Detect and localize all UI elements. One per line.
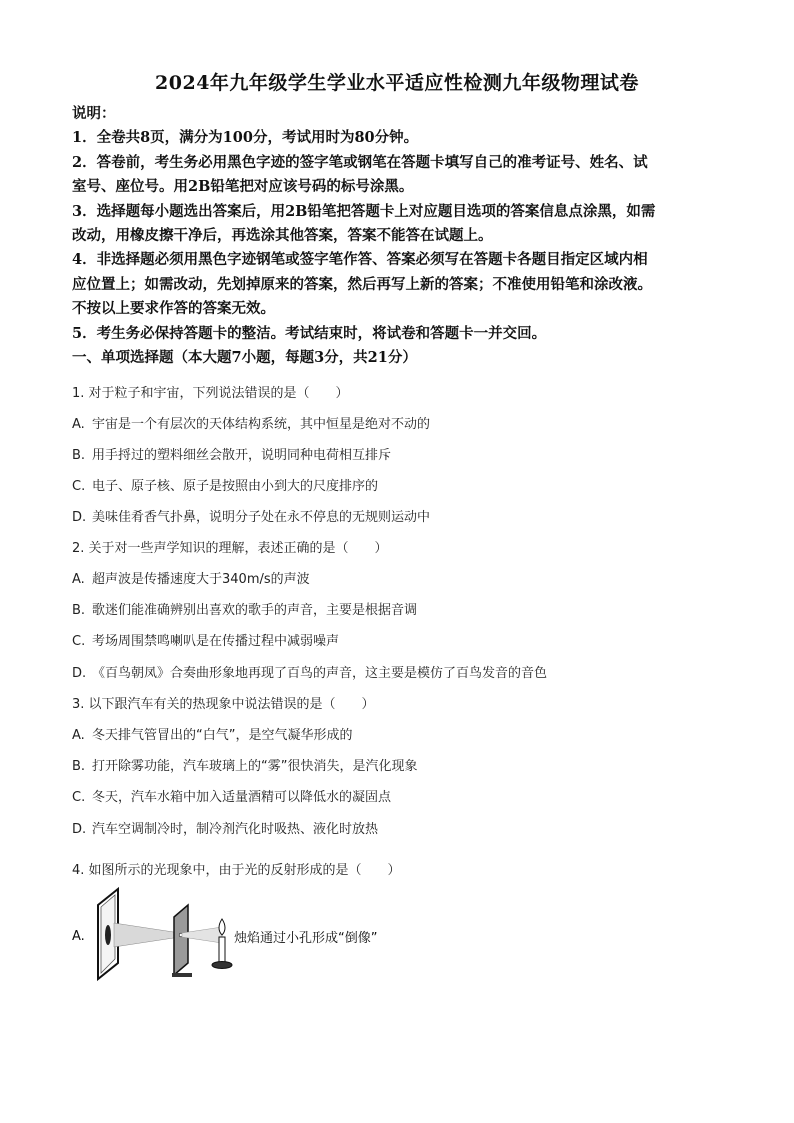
inverted-image-shape (105, 925, 111, 945)
option-label: A. (72, 929, 85, 944)
question-1-option-b (72, 444, 391, 463)
instruction-line: 5．考生务必保持答题卡的整洁。考试结束时，将试卷和答题卡一并交回。 (72, 324, 547, 342)
pinhole-camera-illustration (92, 885, 252, 985)
question-4-stem: 4. 如图所示的光现象中，由于光的反射形成的是（ ） (72, 863, 401, 878)
instructions-heading: 说明： (72, 105, 116, 122)
option-label: A. (72, 572, 85, 587)
instruction-line: 3．选择题每小题选出答案后，用2B铅笔把答题卡上对应题目选项的答案信息点涂黑，如需 (72, 202, 656, 220)
instruction-line: 1．全卷共8页，满分为100分，考试用时为80分钟。 (72, 129, 419, 147)
option-text: 《百鸟朝凤》合奏曲形象地再现了百鸟的声音，这主要是模仿了百鸟发音的音色 (92, 666, 548, 681)
pinhole-figure (72, 885, 472, 985)
option-text: 打开除雾功能，汽车玻璃上的“雾”很快消失，是汽化现象 (92, 759, 418, 774)
instruction-line: 改动，用橡皮擦干净后，再选涂其他答案，答案不能答在试题上。 (72, 227, 493, 245)
option-label: C. (72, 634, 86, 649)
instruction-line: 4．非选择题必须用黑色字迹钢笔或签字笔作答、答案必须写在答题卡各题目指定区域内相 (72, 251, 648, 269)
option-text: 美味佳肴香气扑鼻，说明分子处在永不停息的无规则运动中 (92, 510, 431, 525)
candle-flame-shape (219, 919, 225, 935)
instruction-line: 应位置上；如需改动，先划掉原来的答案，然后再写上新的答案；不准使用铅笔和涂改液。 (72, 275, 652, 293)
question-3-option-d (72, 818, 378, 837)
option-label: A. (72, 728, 85, 743)
option-label: D. (72, 666, 87, 681)
option-label: D. (72, 510, 87, 525)
question-1-option-a (72, 413, 430, 432)
question-3-option-c (72, 786, 391, 805)
question-3-option-a (72, 724, 352, 743)
question-3-stem: 3. 以下跟汽车有关的热现象中说法错误的是（ ） (72, 697, 375, 712)
option-label: C. (72, 479, 86, 494)
option-label: D. (72, 822, 87, 837)
instruction-line: 2．答卷前，考生务必用黑色字迹的签字笔或钢笔在答题卡填写自己的准考证号、姓名、试 (72, 153, 648, 171)
option-text: 汽车空调制冷时，制冷剂汽化时吸热、液化时放热 (92, 822, 379, 837)
question-2-stem: 2. 关于对一些声学知识的理解，表述正确的是（ ） (72, 541, 388, 556)
pinhole-board-shape (174, 905, 188, 975)
question-2-option-b (72, 599, 417, 618)
question-3-option-b (72, 755, 417, 774)
option-label: B. (72, 603, 86, 618)
question-2-option-c (72, 630, 339, 649)
page-title: 2024年九年级学生学业水平适应性检测九年级物理试卷 (155, 72, 639, 94)
option-text: 用手捋过的塑料细丝会散开，说明同种电荷相互排斥 (92, 448, 392, 463)
option-text: 冬天排气管冒出的“白气”，是空气凝华形成的 (92, 728, 353, 743)
option-label: A. (72, 417, 85, 432)
option-text: 电子、原子核、原子是按照由小到大的尺度排序的 (92, 479, 379, 494)
option-label: B. (72, 759, 86, 774)
figure-caption: 烛焰通过小孔形成“倒像” (234, 931, 378, 946)
instruction-line: 不按以上要求作答的答案无效。 (72, 300, 275, 318)
option-text: 宇宙是一个有层次的天体结构系统，其中恒星是绝对不动的 (92, 417, 431, 432)
instruction-line: 室号、座位号。用2B铅笔把对应该号码的标号涂黑。 (72, 178, 414, 196)
option-label: B. (72, 448, 86, 463)
question-1-option-c (72, 475, 378, 494)
candle-shape (219, 937, 225, 963)
instructions-block (72, 102, 732, 370)
option-text: 考场周围禁鸣喇叭是在传播过程中减弱噪声 (92, 634, 340, 649)
question-2-option-d (72, 662, 547, 681)
option-text: 冬天，汽车水箱中加入适量酒精可以降低水的凝固点 (92, 790, 392, 805)
question-1-option-d (72, 506, 430, 525)
option-text: 超声波是传播速度大于340m/s的声波 (92, 572, 310, 587)
section-heading: 一、单项选择题（本大题7小题，每题3分，共21分） (72, 349, 417, 367)
option-label: C. (72, 790, 86, 805)
option-text: 歌迷们能准确辨别出喜欢的歌手的声音，主要是根据音调 (92, 603, 418, 618)
question-1-stem: 1. 对于粒子和宇宙，下列说法错误的是（ ） (72, 386, 349, 401)
question-2-option-a (72, 568, 310, 587)
